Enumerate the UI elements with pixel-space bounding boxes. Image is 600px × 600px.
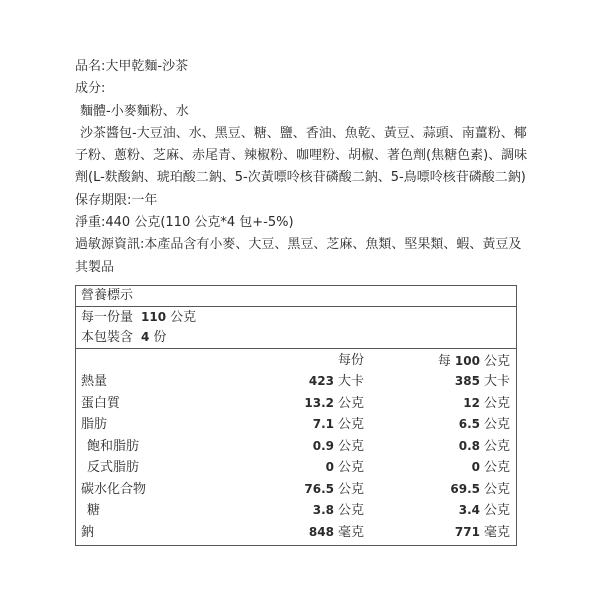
nutrition-row-calories xyxy=(81,371,510,393)
nutrition-row-fat xyxy=(81,414,510,436)
sauce-ingredients-line-1: 沙茶醬包-大豆油、水、黑豆、糖、鹽、香油、魚乾、黃豆、蒜頭、南薑粉、椰 xyxy=(80,125,527,141)
empty-header-cell xyxy=(81,349,219,371)
servings-per-package-label: 本包裝含 xyxy=(81,329,134,345)
nutrition-row-protein xyxy=(81,393,510,415)
nutrient-name: 糖 xyxy=(87,503,101,518)
serving-info-section xyxy=(76,307,516,349)
nutrient-name: 脂肪 xyxy=(81,417,108,432)
sauce-ingredients-line-2: 子粉、蔥粉、芝麻、赤尾青、辣椒粉、咖哩粉、胡椒、著色劑(焦糖色素)、調味 xyxy=(75,148,528,164)
sauce-ingredients-line-3: 劑(L-麩酸鈉、琥珀酸二鈉、5-次黃嘌呤核苷磷酸二鈉、5-鳥嘌呤核苷磷酸二鈉) xyxy=(75,170,526,186)
per-serving-value: 848 毫克 xyxy=(308,524,364,540)
per-100g-value: 12 公克 xyxy=(463,395,510,411)
serving-size-label: 每一份量 xyxy=(81,310,134,325)
per-100g-value: 0.8 公克 xyxy=(458,438,510,454)
nutrition-row-trans-fat xyxy=(81,457,510,479)
per-100g-value: 385 大卡 xyxy=(454,374,510,389)
product-info-section xyxy=(75,56,528,279)
noodle-ingredients-line: 麵體-小麥麵粉、水 xyxy=(80,103,189,119)
col-header-per-serving: 每份 xyxy=(337,353,364,368)
serving-size-number: 110 xyxy=(141,310,167,324)
allergen-info-line-2: 其製品 xyxy=(75,259,115,275)
per-100g-value: 771 毫克 xyxy=(454,524,510,540)
nutrition-values-section xyxy=(76,349,516,545)
per-100g-value: 6.5 公克 xyxy=(458,417,510,432)
per-serving-value: 76.5 公克 xyxy=(304,481,364,497)
per-100g-value: 0 公克 xyxy=(471,460,510,475)
per-serving-value: 13.2 公克 xyxy=(304,395,364,411)
nutrient-name: 蛋白質 xyxy=(81,395,121,411)
servings-per-package-unit: 份 xyxy=(153,329,167,345)
nutrition-table xyxy=(75,285,517,546)
nutrition-column-header-row xyxy=(81,349,510,371)
per-100g-value: 69.5 公克 xyxy=(450,481,510,497)
nutrient-name: 鈉 xyxy=(81,524,95,540)
per-serving-value: 0 公克 xyxy=(325,460,364,475)
nutrient-name: 碳水化合物 xyxy=(81,481,147,497)
col-header-per-100g: 每 100 公克 xyxy=(437,354,510,369)
servings-per-package-number: 4 xyxy=(141,329,150,344)
allergen-info-line-1: 過敏源資訊:本產品含有小麥、大豆、黑豆、芝麻、魚類、堅果類、蝦、黃豆及 xyxy=(75,237,522,253)
servings-per-package-row xyxy=(76,328,516,348)
nutrition-row-saturated-fat xyxy=(81,436,510,458)
net-weight-line: 淨重:440 公克(110 公克*4 包+-5%) xyxy=(75,215,294,231)
nutrition-table-title: 營養標示 xyxy=(76,286,516,307)
nutrition-row-sodium xyxy=(81,522,510,544)
ingredients-heading-line: 成分: xyxy=(75,81,106,97)
nutrition-row-carbohydrate xyxy=(81,479,510,501)
per-serving-value: 423 大卡 xyxy=(308,374,364,389)
per-100g-value: 3.4 公克 xyxy=(458,503,510,518)
nutrient-name: 熱量 xyxy=(81,374,108,389)
product-name-line: 品名:大甲乾麵-沙茶 xyxy=(75,59,189,74)
nutrient-name: 反式脂肪 xyxy=(87,460,140,475)
serving-size-unit: 公克 xyxy=(170,310,197,325)
per-serving-value: 3.8 公克 xyxy=(312,503,364,518)
per-serving-value: 0.9 公克 xyxy=(312,438,364,454)
nutrient-name: 飽和脂肪 xyxy=(87,438,140,454)
shelf-life-line: 保存期限:一年 xyxy=(75,192,158,208)
per-serving-value: 7.1 公克 xyxy=(312,417,364,432)
nutrition-row-sugar xyxy=(81,500,510,522)
serving-size-row xyxy=(76,308,516,328)
